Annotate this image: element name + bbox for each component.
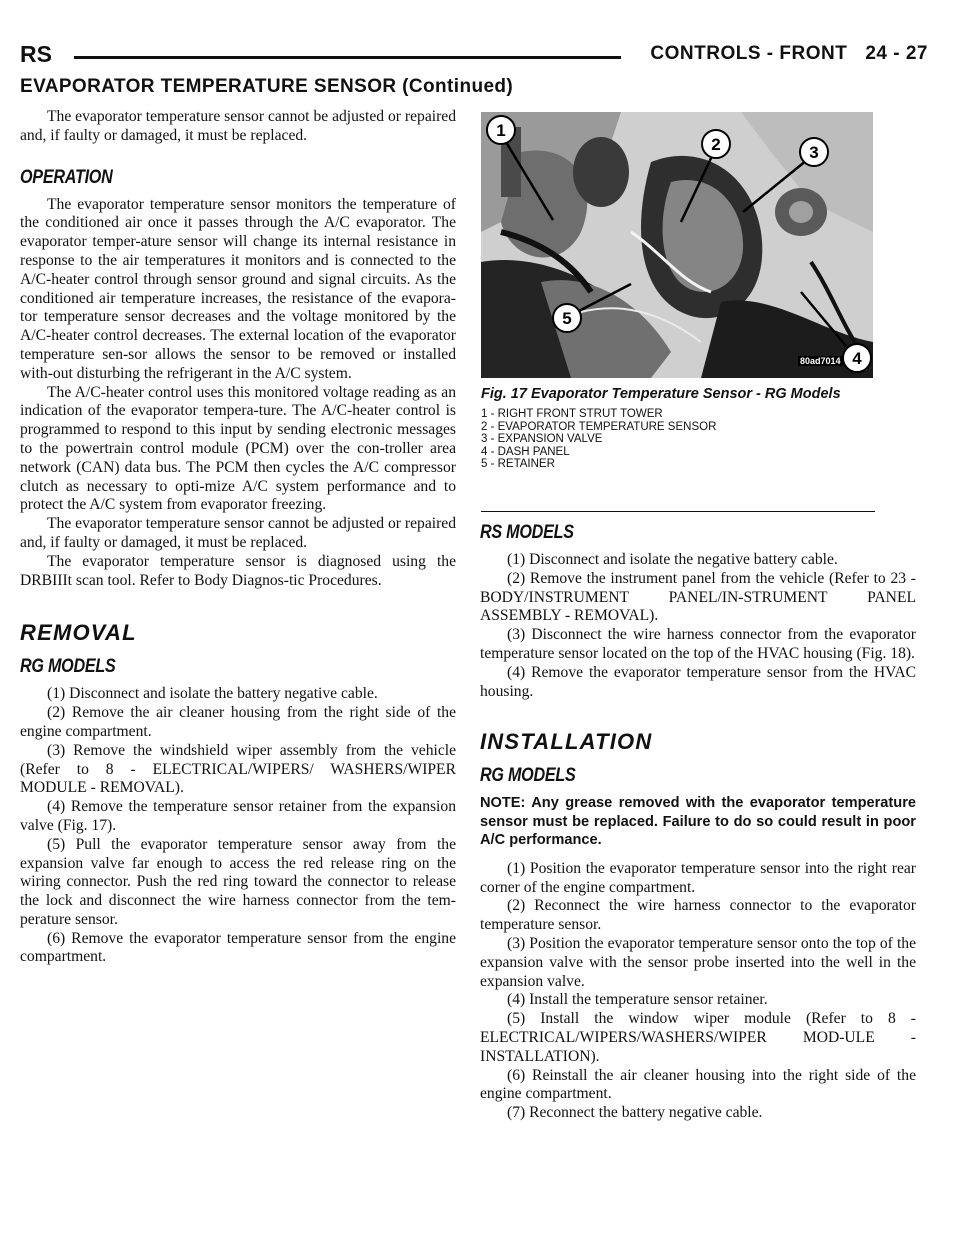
rs-removal-step: (2) Remove the instrument panel from the vehicle (Refer to 23 - BODY/INSTRUMENT PANEL/IN-STRUMENT PANEL ASSEMBLY - REMOVAL). [480,569,916,625]
intro-paragraph: The evaporator temperature sensor cannot be adjusted or repaired and, if faulty or damaged, it must be replaced. [20,108,456,144]
removal-heading: REMOVAL [20,620,137,646]
legend-item: 3 - EXPANSION VALVE [481,433,603,446]
header-model: RS [20,41,52,67]
operation-paragraph-1: The evaporator temperature sensor monitors the temperature of the conditioned air once it passes through the A/C evaporator. The evaporator temper-ature sensor will change its internal resistance in response to the air temperatures it monitors and is connected to the A/C-heater control through sensor ground and signal circuits. As the conditioned air temperature increases, the resistance of the evapora-tor temperature sensor decreases and the voltage monitored by the A/C-heater control decreases. The external location of the evaporator temperature sen-sor allows the sensor to be removed or installed with-out disturbing the refrigerant in the A/C system. [20,195,456,382]
callout-label-4: 4 [852,349,862,368]
operation-paragraph-3: The evaporator temperature sensor cannot be adjusted or repaired and, if faulty or damaged, it must be replaced. [20,515,456,551]
install-step: (6) Reinstall the air cleaner housing into the right side of the engine compartment. [480,1066,916,1103]
header-rule [74,56,621,59]
figure-rule [481,511,875,512]
header-right [650,43,928,65]
callout-2 [702,130,730,158]
removal-step: (6) Remove the evaporator temperature sensor from the engine compartment. [20,929,456,966]
figure-legend [481,408,716,471]
install-step: (2) Reconnect the wire harness connector to the evaporator temperature sensor. [480,897,916,934]
operation-heading: OPERATION [20,166,113,188]
legend-item: 2 - EVAPORATOR TEMPERATURE SENSOR [481,420,717,433]
rs-removal-step: (1) Disconnect and isolate the negative battery cable. [507,551,838,568]
install-step: (5) Install the window wiper module (Refer to 8 - ELECTRICAL/WIPERS/WASHERS/WIPER MOD-ULE - INSTALLATION). [480,1010,916,1065]
install-rg-models-heading: RG MODELS [480,765,576,787]
removal-step: (3) Remove the windshield wiper assembly from the vehicle (Refer to 8 - ELECTRICAL/WIPERS/ WASHERS/WIPER MODULE - REMOVAL). [20,741,456,797]
install-step: (1) Position the evaporator temperature sensor into the right rear corner of the engine compartment. [480,859,916,896]
legend-item: 4 - DASH PANEL [481,445,570,458]
install-step: (7) Reconnect the battery negative cable. [507,1104,763,1122]
install-step: (3) Position the evaporator temperature sensor onto the top of the expansion valve with the sensor probe inserted into the well in the expansion valve. [480,935,916,990]
callout-label-5: 5 [562,309,572,328]
right-column [480,522,916,1123]
removal-step: (4) Remove the temperature sensor retainer from the expansion valve (Fig. 17). [20,798,456,834]
header-page-number: 24 - 27 [865,43,928,64]
removal-step: (1) Disconnect and isolate the battery negative cable. [47,685,378,703]
rs-models-heading: RS MODELS [480,522,574,543]
figure-caption: Fig. 17 Evaporator Temperature Sensor - RG Models [481,386,841,402]
removal-step: (2) Remove the air cleaner housing from the right side of the engine compartment. [20,704,456,740]
operation-paragraph-4: The evaporator temperature sensor is diagnosed using the DRBIIIt scan tool. Refer to Body Diagnos-tic Procedures. [20,552,456,589]
rg-models-heading: RG MODELS [20,656,116,678]
removal-step: (5) Pull the evaporator temperature sensor away from the expansion valve far enough to access the red release ring on the wiring connector. Push the red ring toward the connector to release the lock and disconnect the wire harness connector from the tem-perature sensor. [20,835,456,928]
left-column [20,108,456,967]
engine-illustration [481,112,873,378]
callout-3 [800,138,828,166]
engine-compartment-figure [481,112,873,378]
callout-label-1: 1 [496,121,506,140]
callout-label-2: 2 [711,135,721,154]
callout-1 [487,116,515,144]
callout-5 [553,304,581,332]
callout-4 [843,344,871,372]
figure-code: 80ad7014 [800,356,841,366]
rs-removal-step: (4) Remove the evaporator temperature sensor from the HVAC housing. [480,663,916,700]
legend-item: 1 - RIGHT FRONT STRUT TOWER [481,408,663,420]
section-title: EVAPORATOR TEMPERATURE SENSOR (Continued) [20,76,514,97]
grease-note: NOTE: Any grease removed with the evaporator temperature sensor must be replaced. Failure to do so could result in poor A/C performance. [480,795,916,849]
operation-paragraph-2: The A/C-heater control uses this monitored voltage reading as an indication of the evaporator tempera-ture. The A/C-heater control is programmed to respond to this input by sending electronic messages to the powertrain control module (PCM) over the con-troller area network (CAN) data bus. The PCM then cycles the A/C compressor clutch as necessary to opti-mize A/C system performance and to protect the A/C system from evaporator freezing. [20,383,456,514]
callout-label-3: 3 [809,143,819,162]
legend-item: 5 - RETAINER [481,458,555,471]
install-step: (4) Install the temperature sensor retainer. [507,991,768,1009]
installation-heading: INSTALLATION [480,729,653,755]
header-chapter: CONTROLS - FRONT [650,43,848,64]
rs-removal-step: (3) Disconnect the wire harness connector from the evaporator temperature sensor located on the top of the HVAC housing (Fig. 18). [480,626,916,662]
